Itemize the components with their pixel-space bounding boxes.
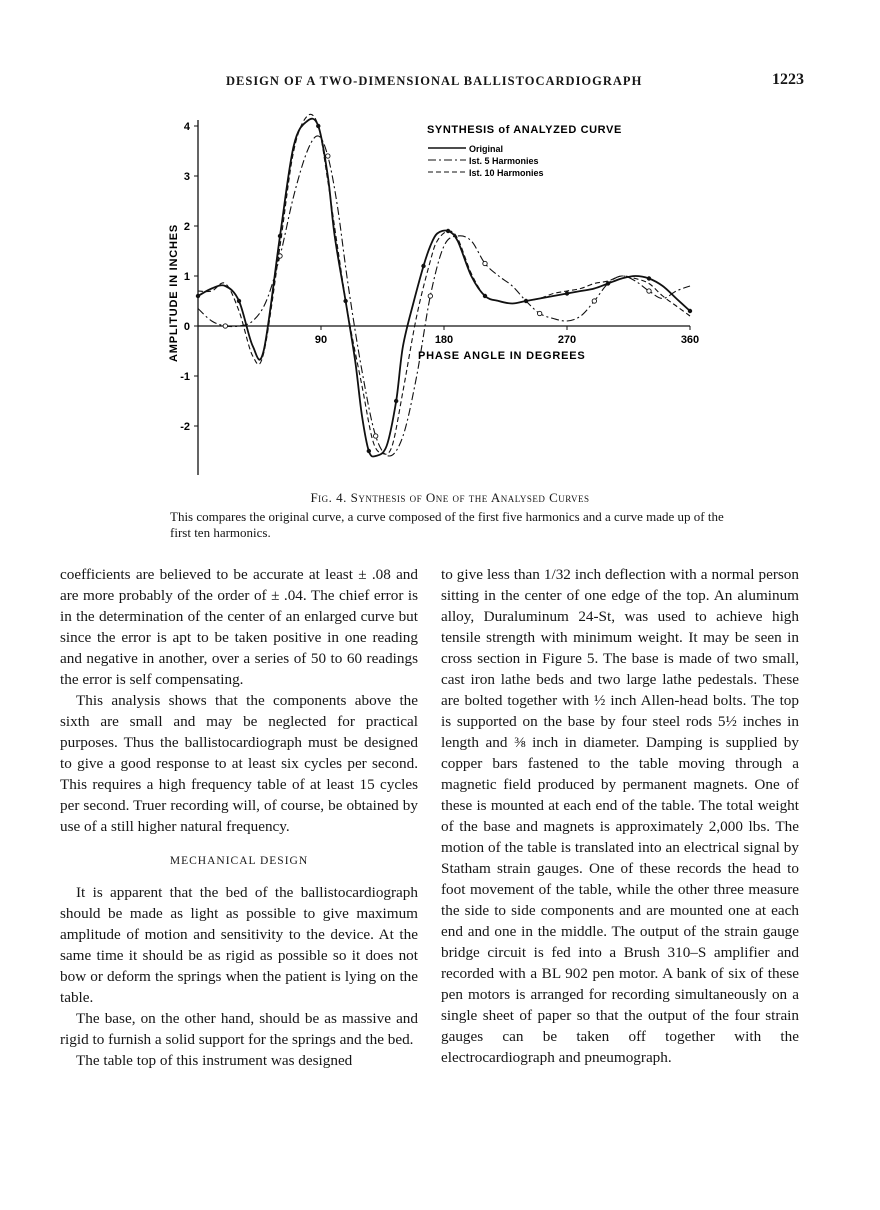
data-point	[428, 294, 432, 298]
paragraph: coefficients are believed to be accurate at least ± .08 and are more probably of the order of ± .04. The chief error is in the determination of the center of an enlarged curve but since the error is apt to be taken positive in one reading and negative in another, over a series of 50 to 60 readings the error is self compensating.	[60, 566, 418, 688]
y-axis-label: AMPLITUDE IN INCHES	[168, 223, 180, 362]
left-column	[60, 564, 418, 1071]
y-tick-label: -2	[180, 421, 190, 433]
data-point	[688, 309, 692, 313]
data-point	[421, 264, 425, 268]
data-point	[647, 276, 651, 280]
data-point	[237, 299, 241, 303]
data-point	[647, 289, 651, 293]
figure-caption	[170, 490, 730, 541]
series-line-original	[198, 119, 690, 457]
paragraph: It is apparent that the bed of the ballistocardiograph should be made as light as possible to give maximum amplitude of motion and sensitivity to the device. At the same time it should be as rigid as possible so it does not bow or deform the springs when the patient is lying on the table.	[60, 884, 418, 1006]
data-point	[565, 291, 569, 295]
chart-legend	[428, 144, 544, 178]
right-column	[441, 564, 799, 1068]
data-point	[367, 449, 371, 453]
chart-ticks	[180, 121, 699, 433]
x-tick-label: 90	[314, 334, 328, 346]
data-point	[394, 399, 398, 403]
chart-title: SYNTHESIS of ANALYZED CURVE	[427, 124, 622, 136]
paragraph: This analysis shows that the components above the sixth are small and may be neglected for practical purposes. Thus the ballistocardiograph must be designed to give a good response to at least six cycles per second. This requires a high frequency table of at least 15 cycles per second. Truer recording will, of course, be obtained by use of a still higher natural frequency.	[60, 692, 418, 835]
data-point	[373, 434, 377, 438]
chart-series	[196, 114, 692, 456]
data-point	[326, 154, 330, 158]
y-tick-label: 3	[183, 171, 190, 183]
figure-caption-text: This compares the original curve, a curve composed of the first five harmonics and a curve made up of the first ten harmonics.	[170, 509, 724, 540]
paragraph: to give less than 1/32 inch deflection with a normal person sitting in the center of one edge of the top. An aluminum alloy, Duraluminum 24-St, was used to achieve high tensile strength with minimum weight. It may be seen in cross section in Figure 5. The base is made of two small, cast iron lathe beds and two large lathe pedestals. These are bolted together with ½ inch Allen-head bolts. The top is supported on the base by four steel rods 5½ inches in length and ⅜ inch in diameter. Damping is supplied by copper bars fastened to the table moving through a magnetic field produced by permanent magnets. One of these is mounted at each end of the table. The total weight of the base and magnets is approximately 2,000 lbs. The motion of the table is translated into an electrical signal by Statham strain gauges. One of these records the head to foot movement of the table, while the other three measure the side to side components and are mounted one at each end and one in the middle. The output of the strain gauge bridge circuit is fed into a Brush 310–S amplifier and recorded with a BL 902 pen motor. A bank of six of these pen motors is arranged for recording simultaneously on a single sheet of paper so that the output of the four strain gauges can be taken off together with the electrocardiograph and pneumograph.	[441, 566, 799, 1066]
paragraph: The base, on the other hand, should be as massive and rigid to furnish a solid support for the springs and the bed.	[60, 1010, 418, 1048]
section-heading: MECHANICAL DESIGN	[169, 855, 309, 867]
legend-label: Ist. 10 Harmonies	[469, 168, 544, 178]
data-point	[483, 261, 487, 265]
x-tick-label: 180	[434, 334, 454, 346]
y-tick-label: 2	[183, 221, 190, 233]
y-tick-label: 1	[183, 271, 190, 283]
y-tick-label: -1	[180, 371, 190, 383]
data-point	[592, 299, 596, 303]
page-number: 1223	[772, 71, 804, 88]
legend-label: Original	[469, 144, 504, 154]
synthesis-chart	[160, 100, 720, 485]
y-tick-label: 0	[183, 321, 190, 333]
paragraph: The table top of this instrument was designed	[76, 1052, 353, 1069]
figure-caption-title: Fig. 4. Synthesis of One of the Analysed Curves	[310, 490, 590, 505]
x-tick-label: 270	[557, 334, 577, 346]
x-axis-label: PHASE ANGLE IN DEGREES	[418, 350, 586, 362]
x-tick-label: 360	[680, 334, 700, 346]
running-title: DESIGN OF A TWO-DIMENSIONAL BALLISTOCARDIOGRAPH	[226, 74, 643, 88]
data-point	[223, 324, 227, 328]
legend-label: Ist. 5 Harmonies	[469, 156, 539, 166]
data-point	[537, 311, 541, 315]
y-tick-label: 4	[183, 121, 190, 133]
data-point	[196, 294, 200, 298]
